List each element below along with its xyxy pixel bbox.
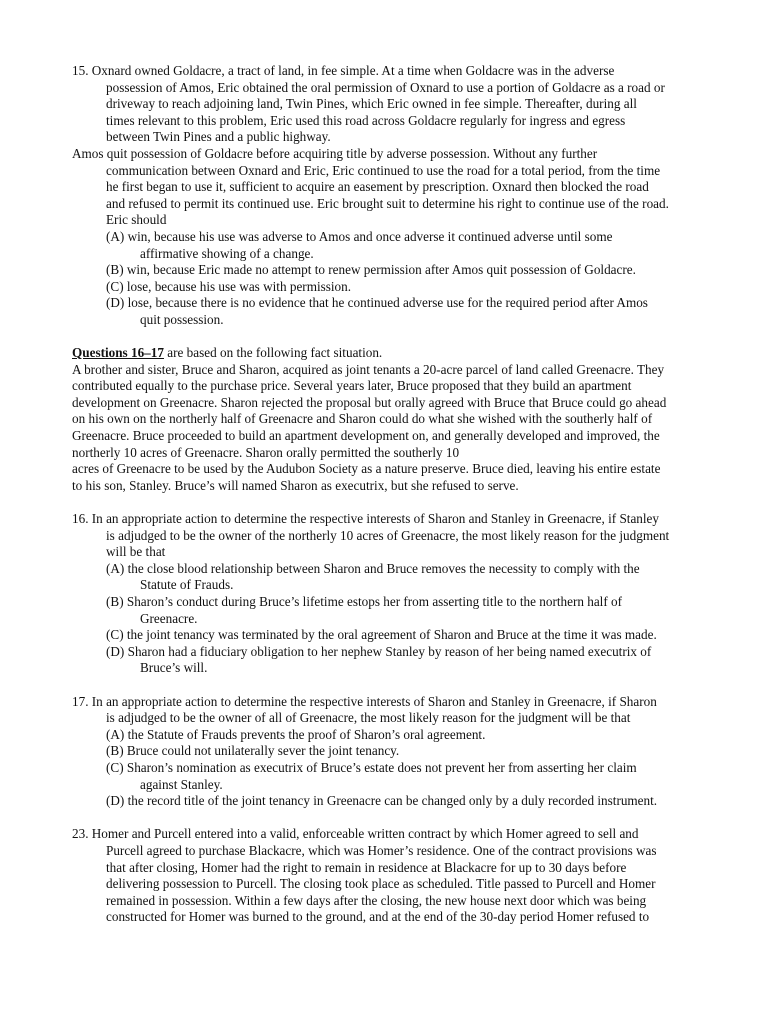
question-23 bbox=[72, 826, 704, 926]
question-text-line: that after closing, Homer had the right to remain in residence at Blackacre for up to 30 days before bbox=[106, 859, 627, 875]
answer-option-b bbox=[72, 262, 704, 279]
answer-line: against Stanley. bbox=[140, 776, 223, 792]
fact-text-line: to his son, Stanley. Bruce’s will named Sharon as executrix, but she refused to serve. bbox=[72, 477, 519, 493]
answer-line: Greenacre. bbox=[140, 610, 198, 626]
answer-option-a bbox=[72, 561, 704, 594]
question-text-line: Eric should bbox=[106, 212, 167, 228]
question-17 bbox=[72, 694, 704, 810]
answer-line: (B) win, because Eric made no attempt to renew permission after Amos quit possession of Goldacre. bbox=[106, 262, 636, 278]
answer-option-a bbox=[72, 229, 704, 262]
answer-line: (A) win, because his use was adverse to Amos and once adverse it continued adverse until some bbox=[106, 228, 613, 244]
answer-option-c bbox=[72, 279, 704, 296]
answer-line: (B) Bruce could not unilaterally sever the joint tenancy. bbox=[106, 743, 400, 759]
question-text-line: 16. In an appropriate action to determine the respective interests of Sharon and Stanley in Greenacre, if Stanley bbox=[72, 511, 659, 527]
answer-option-a bbox=[72, 727, 704, 744]
spacer bbox=[72, 677, 704, 694]
question-text-line: delivering possession to Purcell. The closing took place as scheduled. Title passed to Purcell and Homer bbox=[106, 876, 656, 892]
spacer bbox=[72, 329, 704, 346]
document-page bbox=[72, 63, 704, 926]
question-text-line: between Twin Pines and a public highway. bbox=[106, 129, 331, 145]
question-text-line: is adjudged to be the owner of the northerly 10 acres of Greenacre, the most likely reason for the judgment bbox=[106, 527, 670, 543]
answer-option-c bbox=[72, 760, 704, 793]
question-16 bbox=[72, 511, 704, 677]
answer-line: affirmative showing of a change. bbox=[140, 245, 314, 261]
fact-heading-label: Questions 16–17 bbox=[72, 345, 164, 361]
question-text-line: and refused to permit its continued use. Eric brought suit to determine his right to continue use of the road. bbox=[106, 195, 669, 211]
answer-line: (C) the joint tenancy was terminated by the oral agreement of Sharon and Bruce at the time it was made. bbox=[106, 627, 657, 643]
question-text-line: is adjudged to be the owner of all of Greenacre, the most likely reason for the judgment will be that bbox=[106, 710, 631, 726]
answer-option-b bbox=[72, 743, 704, 760]
question-text-line: times relevant to this problem, Eric used this road across Goldacre regularly for ingress and egress bbox=[106, 112, 626, 128]
answer-option-b bbox=[72, 594, 704, 627]
answer-option-d bbox=[72, 644, 704, 677]
fact-text-line: on his own on the northerly half of Greenacre and Sharon could do what she wished with the southerly half of bbox=[72, 411, 653, 427]
question-text-line: communication between Oxnard and Eric, Eric continued to use the road for a total period, from the time bbox=[106, 162, 661, 178]
answer-line: (B) Sharon’s conduct during Bruce’s lifetime estops her from asserting title to the northern half of bbox=[106, 594, 623, 609]
question-text-line: he first began to use it, sufficient to acquire an easement by prescription. Oxnard then blocked the road bbox=[106, 179, 649, 195]
answer-line: (D) Sharon had a fiduciary obligation to her nephew Stanley by reason of her being named executrix of bbox=[106, 643, 652, 659]
answer-option-d bbox=[72, 793, 704, 810]
answer-line: quit possession. bbox=[140, 311, 224, 327]
fact-text-line: acres of Greenacre to be used by the Audubon Society as a nature preserve. Bruce died, leaving his entire estate bbox=[72, 461, 661, 477]
question-text-line: driveway to reach adjoining land, Twin Pines, which Eric owned in fee simple. Thereafter, during all bbox=[106, 96, 637, 112]
answer-option-d bbox=[72, 295, 704, 328]
answer-line: (C) lose, because his use was with permission. bbox=[106, 278, 352, 294]
fact-text-line: contributed equally to the purchase price. Several years later, Bruce proposed that they build an apartment bbox=[72, 378, 632, 394]
question-text-line: remained in possession. Within a few days after the closing, the new house next door which was being bbox=[106, 892, 647, 908]
answer-line: Bruce’s will. bbox=[140, 660, 208, 676]
answer-line: Statute of Frauds. bbox=[140, 577, 234, 593]
spacer bbox=[72, 494, 704, 511]
question-text-line: 23. Homer and Purcell entered into a valid, enforceable written contract by which Homer agreed to sell and bbox=[72, 826, 639, 842]
fact-text-line: development on Greenacre. Sharon rejected the proposal but orally agreed with Bruce that Bruce could go ahead bbox=[72, 394, 667, 410]
spacer bbox=[72, 810, 704, 827]
answer-line: (C) Sharon’s nomination as executrix of Bruce’s estate does not prevent her from asserting her claim bbox=[106, 759, 637, 775]
question-text-line: Purcell agreed to purchase Blackacre, which was Homer’s residence. One of the contract provisions was bbox=[106, 842, 657, 858]
answer-line: (D) the record title of the joint tenancy in Greenacre can be changed only by a duly recorded instrument. bbox=[106, 793, 658, 809]
answer-line: (A) the close blood relationship between Sharon and Bruce removes the necessity to comply with the bbox=[106, 560, 640, 576]
question-text-line: 17. In an appropriate action to determine the respective interests of Sharon and Stanley in Greenacre, if Sharon bbox=[72, 693, 657, 709]
fact-text-line: northerly 10 acres of Greenacre. Sharon orally permitted the southerly 10 bbox=[72, 444, 460, 460]
question-text-line: 15. Oxnard owned Goldacre, a tract of land, in fee simple. At a time when Goldacre was in the adverse bbox=[72, 63, 615, 78]
fact-situation bbox=[72, 345, 704, 494]
fact-text-line: A brother and sister, Bruce and Sharon, acquired as joint tenants a 20-acre parcel of land called Greenacre. They bbox=[72, 361, 665, 377]
fact-text-line: Greenacre. Bruce proceeded to build an apartment development on, and generally developed and improved, the bbox=[72, 428, 660, 444]
question-text-line: possession of Amos, Eric obtained the oral permission of Oxnard to use a portion of Goldacre as a road or bbox=[106, 79, 665, 95]
question-15 bbox=[72, 63, 704, 329]
fact-heading-rest: are based on the following fact situation. bbox=[163, 345, 383, 361]
question-text-line: constructed for Homer was burned to the ground, and at the end of the 30-day period Homer refused to bbox=[106, 909, 650, 925]
answer-line: (A) the Statute of Frauds prevents the proof of Sharon’s oral agreement. bbox=[106, 726, 486, 742]
question-text-line: Amos quit possession of Goldacre before acquiring title by adverse possession. Without any further bbox=[72, 145, 598, 161]
fact-heading bbox=[72, 345, 704, 362]
answer-option-c bbox=[72, 627, 704, 644]
question-text-line: will be that bbox=[106, 544, 166, 560]
answer-line: (D) lose, because there is no evidence that he continued adverse use for the required period after Amos bbox=[106, 295, 648, 311]
